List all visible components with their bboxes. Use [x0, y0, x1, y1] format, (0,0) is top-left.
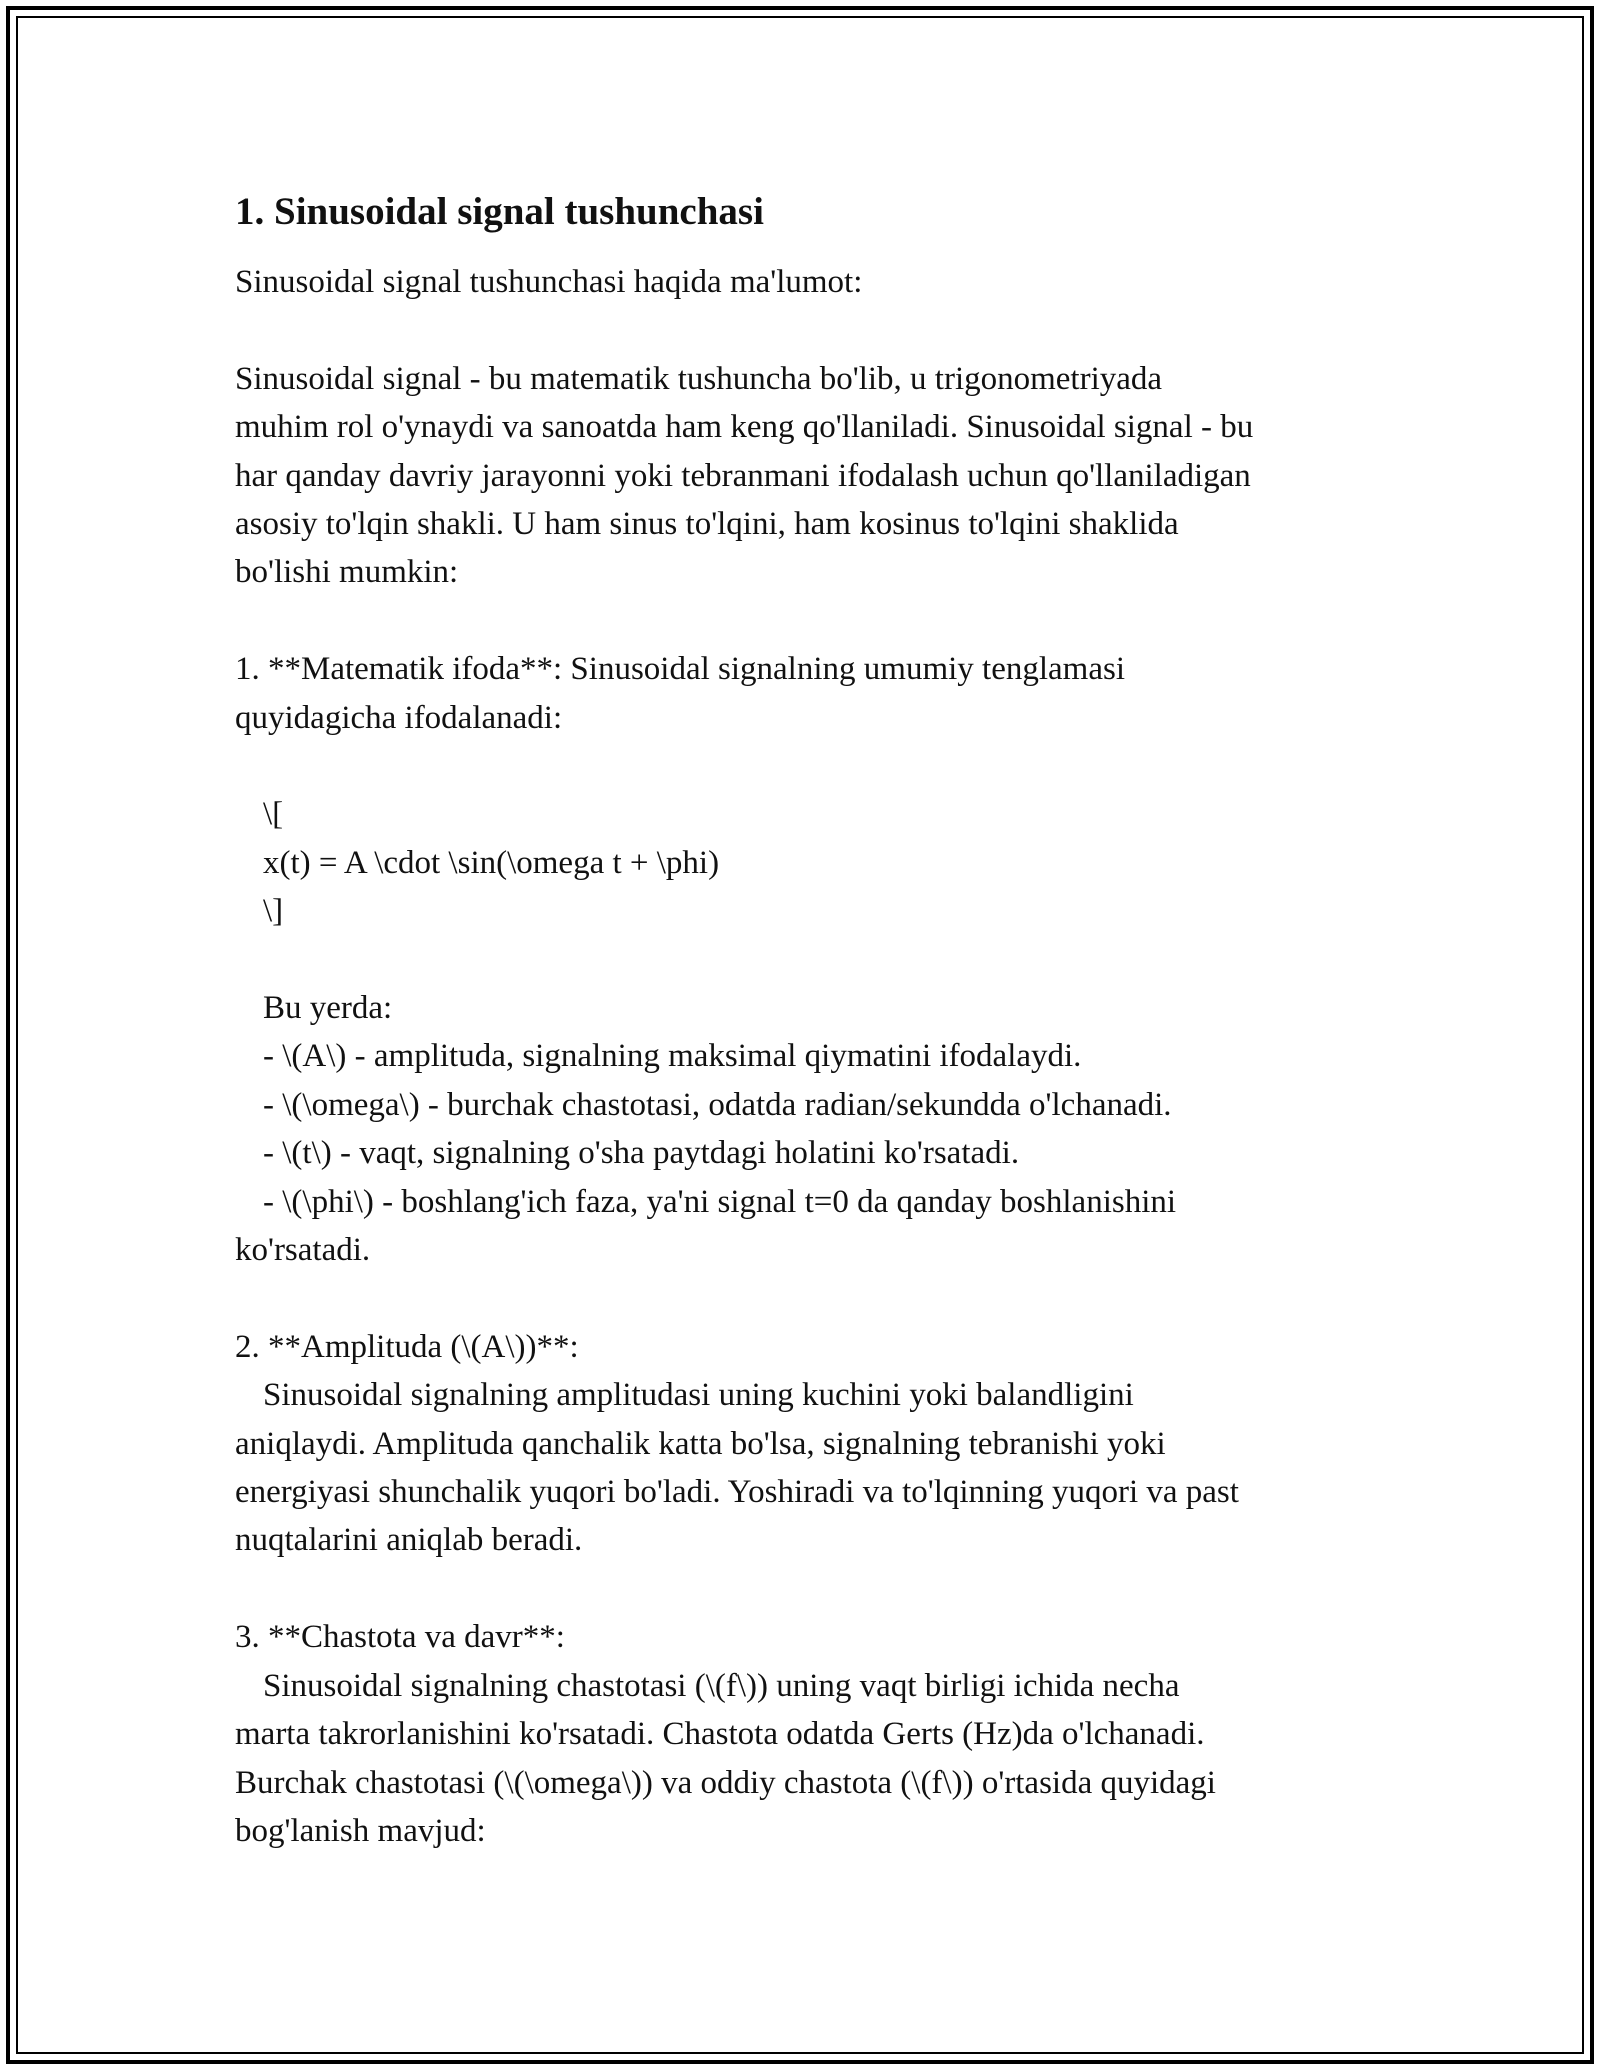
- text-line: energiyasi shunchalik yuqori bo'ladi. Yoshiradi va to'lqinning yuqori va past: [235, 1474, 1239, 1511]
- text-line: 1. **Matematik ifoda**: Sinusoidal signalning umumiy tenglamasi: [235, 651, 1125, 688]
- text-line: bo'lishi mumkin:: [235, 554, 459, 591]
- text-line: Sinusoidal signal tushunchasi haqida ma'lumot:: [235, 264, 863, 300]
- text-line: asosiy to'lqin shakli. U ham sinus to'lqini, ham kosinus to'lqini shaklida: [235, 506, 1179, 543]
- text-line: muhim rol o'ynaydi va sanoatda ham keng qo'llaniladi. Sinusoidal signal - bu: [235, 409, 1254, 446]
- text-line: x(t) = A \cdot \sin(\omega t + \phi): [263, 844, 720, 881]
- blank-line: [235, 597, 1385, 645]
- text-line: bog'lanish mavjud:: [235, 1812, 486, 1849]
- text-line: 3. **Chastota va davr**:: [235, 1619, 565, 1656]
- text-line: nuqtalarini aniqlab beradi.: [235, 1522, 583, 1559]
- text-line: Bu yerda:: [263, 990, 393, 1027]
- blank-line: [235, 742, 1385, 790]
- text-line: \]: [263, 893, 284, 930]
- document-page: [235, 188, 1385, 1855]
- text-line: - \(\phi\) - boshlang'ich faza, ya'ni signal t=0 da qanday boshlanishini: [263, 1183, 1177, 1220]
- text-line: Sinusoidal signalning amplitudasi uning kuchini yoki balandligini: [263, 1377, 1134, 1414]
- text-line: aniqlaydi. Amplituda qanchalik katta bo'lsa, signalning tebranishi yoki: [235, 1425, 1166, 1462]
- text-line: Sinusoidal signalning chastotasi (\(f\)) uning vaqt birligi ichida necha: [263, 1667, 1180, 1704]
- blank-line: [235, 1274, 1385, 1322]
- text-line: - \(A\) - amplituda, signalning maksimal qiymatini ifodalaydi.: [263, 1038, 1082, 1075]
- text-line: Sinusoidal signal - bu matematik tushuncha bo'lib, u trigonometriyada: [235, 360, 1163, 397]
- text-line: 2. **Amplituda (\(A\))**:: [235, 1328, 579, 1365]
- blank-line: [235, 306, 1385, 354]
- document-title: 1. Sinusoidal signal tushunchasi: [235, 190, 764, 233]
- blank-line: [235, 1565, 1385, 1613]
- document-body: [235, 258, 1385, 1855]
- text-line: \[: [263, 796, 284, 833]
- text-line: - \(t\) - vaqt, signalning o'sha paytdagi holatini ko'rsatadi.: [263, 1135, 1020, 1172]
- blank-line: [235, 936, 1385, 984]
- text-line: - \(\omega\) - burchak chastotasi, odatda radian/sekundda o'lchanadi.: [263, 1086, 1172, 1123]
- text-line: Burchak chastotasi (\(\omega\)) va oddiy chastota (\(f\)) o'rtasida quyidagi: [235, 1764, 1216, 1801]
- text-line: marta takrorlanishini ko'rsatadi. Chastota odatda Gerts (Hz)da o'lchanadi.: [235, 1716, 1205, 1753]
- text-line: ko'rsatadi.: [235, 1232, 371, 1269]
- text-line: quyidagicha ifodalanadi:: [235, 699, 563, 736]
- text-line: har qanday davriy jarayonni yoki tebranmani ifodalash uchun qo'llaniladigan: [235, 457, 1251, 494]
